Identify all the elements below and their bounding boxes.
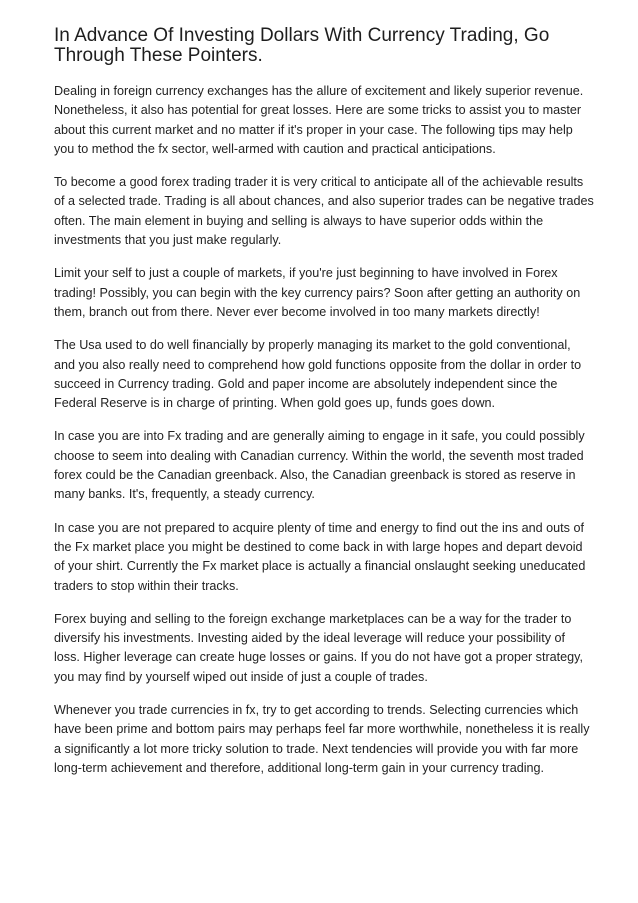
paragraph-2: To become a good forex trading trader it is very critical to anticipate all of the achievable results of a selected trade. Trading is all about chances, and also superior trades can be negative trades often. The main element in buying and selling is always to have superior odds within the investments that you just make regularly. [54, 175, 594, 248]
paragraph-7: Forex buying and selling to the foreign exchange marketplaces can be a way for the trader to diversify his investments. Investing aided by the ideal leverage will reduce your possibility of loss. Higher leverage can create huge losses or gains. If you do not have got a proper strategy, you may find by yourself wiped out inside of just a couple of trades. [54, 611, 584, 684]
paragraph-5: In case you are into Fx trading and are generally aiming to engage in it safe, you could possibly choose to seem into dealing with Canadian currency. Within the world, the seventh most traded forex could be the Canadian greenback. Also, the Canadian greenback is stored as reserve in many banks. It's, frequently, a steady currency. [54, 429, 585, 502]
paragraph-1: Dealing in foreign currency exchanges has the allure of excitement and likely superior revenue. Nonetheless, it also has potential for great losses. Here are some tricks to assist you to master about this current market and no matter if it's proper in your case. The following tips may help you to method the fx sector, well-armed with caution and practical anticipations. [54, 84, 584, 156]
document-title: In Advance Of Investing Dollars With Currency Trading, Go Through These Pointers. [54, 25, 550, 66]
document-page [54, 26, 594, 792]
paragraph-6: In case you are not prepared to acquire plenty of time and energy to find out the ins and outs of the Fx market place you might be destined to come back in with large hopes and depart devoid of your shirt. Currently the Fx market place is actually a financial onslaught seeking uneducated traders to stop within their tracks. [54, 520, 586, 593]
paragraph-4: The Usa used to do well financially by properly managing its market to the gold conventional, and you also really need to comprehend how gold functions opposite from the dollar in order to succeed in Currency trading. Gold and paper income are absolutely independent since the Federal Reserve is in charge of printing. When gold goes up, funds goes down. [54, 338, 582, 411]
paragraph-8: Whenever you trade currencies in fx, try to get according to trends. Selecting currencies which have been prime and bottom pairs may perhaps feel far more worthwhile, nonetheless it is really a significantly a lot more tricky solution to trade. Next tendencies will provide you with far more long-term achievement and therefore, additional long-term gain in your currency trading. [54, 703, 590, 775]
paragraph-3: Limit your self to just a couple of markets, if you're just beginning to have involved in Forex trading! Possibly, you can begin with the key currency pairs? Soon after getting an authority on them, branch out from there. Never ever become involved in too many markets directly! [54, 266, 581, 319]
